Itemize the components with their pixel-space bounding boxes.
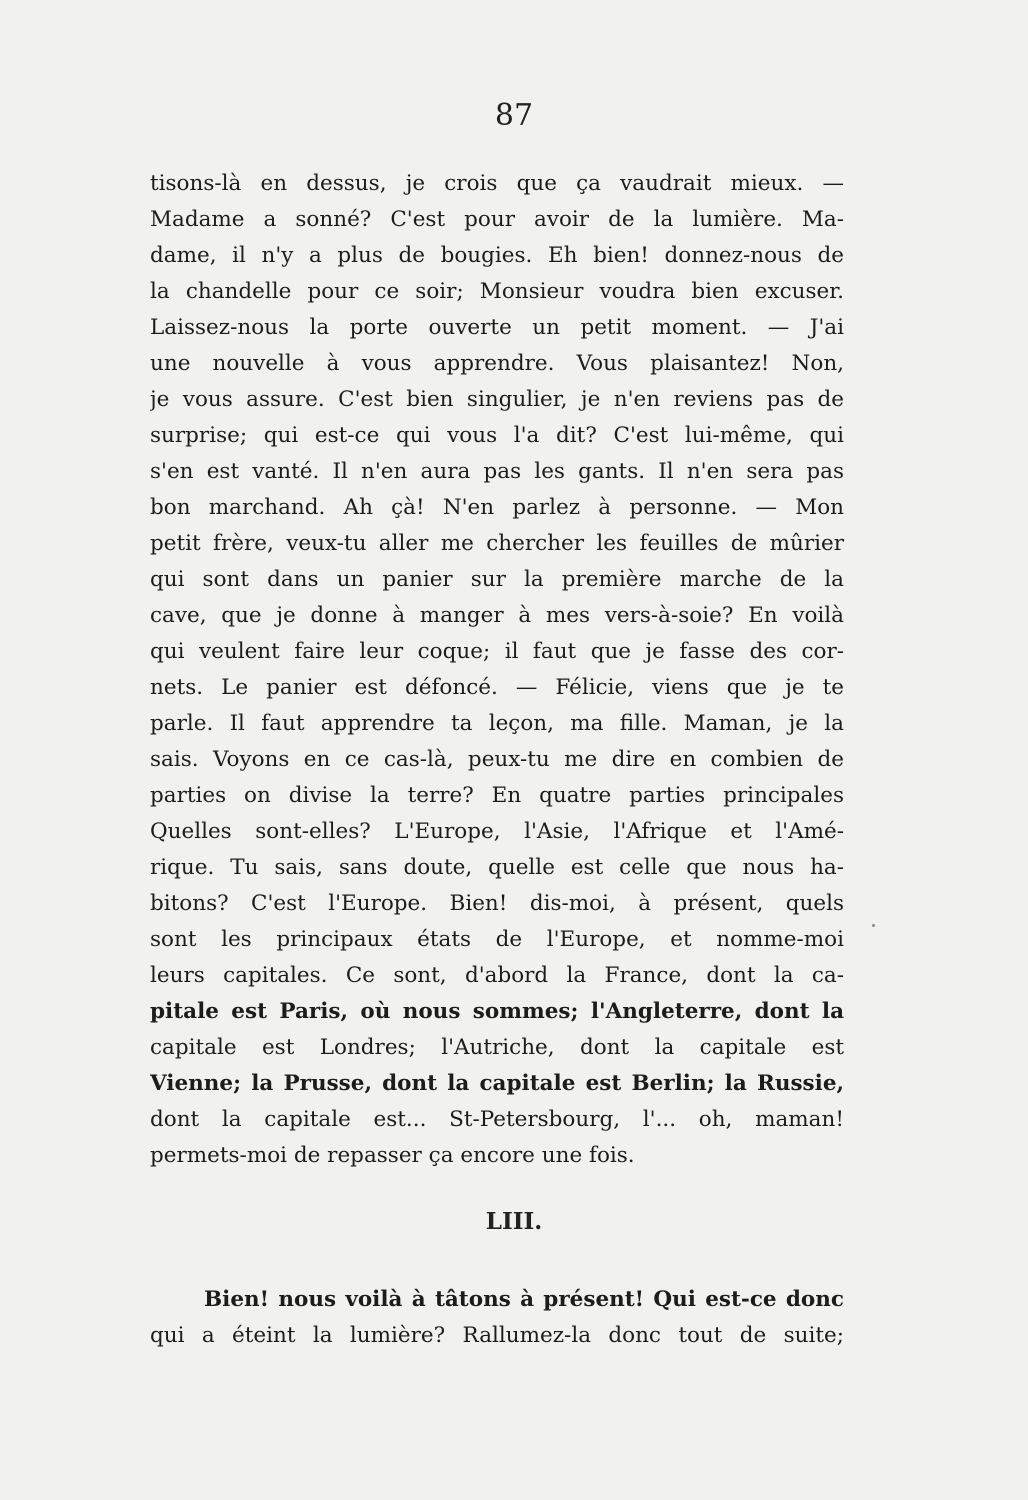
- text-line: parle. Il faut apprendre ta leçon, ma fille. Maman, je la: [150, 711, 844, 736]
- text-line: la chandelle pour ce soir; Monsieur voudra bien excuser.: [150, 279, 844, 304]
- text-line: qui sont dans un panier sur la première marche de la: [150, 567, 844, 592]
- text-line: bon marchand. Ah çà! N'en parlez à personne. — Mon: [150, 495, 844, 520]
- text-line: Bien! nous voilà à tâtons à présent! Qui est-ce donc: [204, 1287, 844, 1312]
- text-line: nets. Le panier est défoncé. — Félicie, viens que je te: [150, 675, 844, 700]
- page-number: 87: [494, 98, 534, 133]
- text-line: Madame a sonné? C'est pour avoir de la lumière. Ma-: [150, 207, 844, 232]
- text-line: qui veulent faire leur coque; il faut que je fasse des cor-: [150, 639, 844, 664]
- text-line: petit frère, veux-tu aller me chercher les feuilles de mûrier: [150, 531, 844, 556]
- text-line: bitons? C'est l'Europe. Bien! dis-moi, à présent, quels: [150, 891, 844, 916]
- text-line: une nouvelle à vous apprendre. Vous plaisantez! Non,: [150, 351, 844, 376]
- text-line: qui a éteint la lumière? Rallumez-la donc tout de suite;: [150, 1323, 844, 1348]
- text-line: cave, que je donne à manger à mes vers-à-soie? En voilà: [150, 603, 844, 628]
- text-line: sais. Voyons en ce cas-là, peux-tu me dire en combien de: [150, 747, 844, 772]
- section-heading: LIII.: [485, 1208, 543, 1235]
- text-line: Laissez-nous la porte ouverte un petit moment. — J'ai: [150, 315, 844, 340]
- text-line: permets-moi de repasser ça encore une fois.: [150, 1143, 635, 1168]
- text-line: dame, il n'y a plus de bougies. Eh bien! donnez-nous de: [150, 243, 844, 268]
- text-line: Quelles sont-elles? L'Europe, l'Asie, l'Afrique et l'Amé-: [150, 819, 844, 844]
- text-line: sont les principaux états de l'Europe, et nomme-moi: [150, 927, 844, 952]
- text-line: leurs capitales. Ce sont, d'abord la France, dont la ca-: [150, 963, 844, 988]
- text-line: je vous assure. C'est bien singulier, je n'en reviens pas de: [150, 387, 844, 412]
- text-line: rique. Tu sais, sans doute, quelle est celle que nous ha-: [150, 855, 844, 880]
- margin-speck: [872, 924, 875, 927]
- text-line: capitale est Londres; l'Autriche, dont la capitale est: [150, 1035, 844, 1060]
- text-line: surprise; qui est-ce qui vous l'a dit? C'est lui-même, qui: [150, 423, 844, 448]
- text-line: dont la capitale est... St-Petersbourg, l'... oh, maman!: [150, 1107, 844, 1132]
- text-line: Vienne; la Prusse, dont la capitale est Berlin; la Russie,: [150, 1071, 844, 1096]
- text-line: tisons-là en dessus, je crois que ça vaudrait mieux. —: [150, 171, 844, 196]
- text-line: pitale est Paris, où nous sommes; l'Angleterre, dont la: [150, 999, 844, 1024]
- text-line: parties on divise la terre? En quatre parties principales: [150, 783, 844, 808]
- text-line: s'en est vanté. Il n'en aura pas les gants. Il n'en sera pas: [150, 459, 844, 484]
